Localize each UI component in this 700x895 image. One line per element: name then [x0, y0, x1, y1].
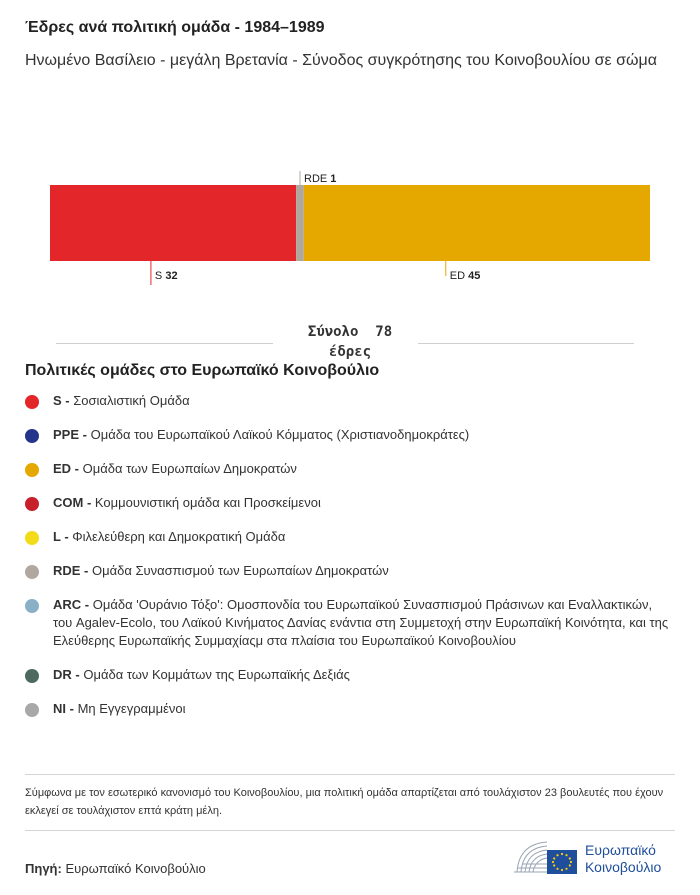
legend-item-ed	[25, 460, 670, 478]
legend-item-l	[25, 528, 670, 546]
logo-line2: Κοινοβούλιο	[585, 859, 662, 875]
legend-abbr: RDE -	[53, 563, 89, 578]
legend-item-rde	[25, 562, 670, 580]
legend-title: Πολιτικές ομάδες στο Ευρωπαϊκό Κοινοβούλιο	[25, 362, 380, 379]
legend-abbr: ARC -	[53, 597, 90, 612]
legend-name: Ομάδα των Ευρωπαίων Δημοκρατών	[82, 461, 297, 476]
legend-name: Ομάδα του Ευρωπαϊκού Λαϊκού Κόμματος (Χριστιανοδημοκράτες)	[90, 427, 470, 442]
legend-dot	[25, 669, 39, 683]
legend-dot	[25, 565, 39, 579]
legend-item-ni	[25, 700, 670, 718]
bar-s	[50, 185, 296, 261]
data-label-s: S 32	[154, 270, 178, 282]
total-unit: έδρες	[328, 344, 372, 360]
total-value: 78	[375, 324, 393, 340]
seat-bar-chart	[0, 165, 700, 295]
logo-text	[585, 842, 661, 876]
legend-name: Μη Εγγεγραμμένοι	[77, 701, 186, 716]
data-label-ed: ED 45	[449, 270, 481, 282]
legend-dot	[25, 497, 39, 511]
source-value: Ευρωπαϊκό Κοινοβούλιο	[65, 861, 206, 876]
legend-abbr: S -	[53, 393, 70, 408]
logo-line1: Ευρωπαϊκό	[585, 842, 656, 858]
legend-dot	[25, 395, 39, 409]
legend-dot	[25, 463, 39, 477]
legend-name: Ομάδα Συνασπισμού των Ευρωπαίων Δημοκρατών	[92, 563, 389, 578]
total-divider-right	[418, 343, 634, 344]
european-parliament-logo	[513, 836, 678, 880]
legend-abbr: DR -	[53, 667, 80, 682]
legend-abbr: ED -	[53, 461, 79, 476]
bar-ed	[304, 185, 650, 261]
total-label: Σύνολο	[307, 324, 359, 340]
legend-item-dr	[25, 666, 670, 684]
legend-item-arc	[25, 596, 670, 650]
legend-dot	[25, 599, 39, 613]
bar-rde	[296, 185, 304, 261]
parliament-emblem-icon	[513, 838, 579, 878]
legend-name: Φιλελεύθερη και Δημοκρατική Ομάδα	[72, 529, 286, 544]
data-label-rde: RDE 1	[304, 173, 337, 185]
legend-abbr: COM -	[53, 495, 92, 510]
footnote: Σύμφωνα με τον εσωτερικό κανονισμό του Κοινοβουλίου, μια πολιτική ομάδα απαρτίζεται από τουλάχιστον 23 βουλευτές που έχουν εκλεγεί σε τουλάχιστον επτά κράτη μέλη.	[25, 774, 675, 831]
legend-dot	[25, 429, 39, 443]
legend	[25, 392, 670, 734]
legend-abbr: PPE -	[53, 427, 87, 442]
total-seats	[290, 322, 410, 362]
legend-item-ppe	[25, 426, 670, 444]
chart-title: Έδρες ανά πολιτική ομάδα - 1984–1989	[25, 19, 325, 36]
legend-dot	[25, 531, 39, 545]
source-label: Πηγή:	[25, 861, 62, 876]
source	[25, 861, 206, 876]
legend-item-s	[25, 392, 670, 410]
legend-dot	[25, 703, 39, 717]
total-divider-left	[56, 343, 273, 344]
legend-abbr: L -	[53, 529, 69, 544]
legend-name: Κομμουνιστική ομάδα και Προσκείμενοι	[94, 495, 321, 510]
legend-name: Σοσιαλιστική Ομάδα	[73, 393, 190, 408]
legend-item-com	[25, 494, 670, 512]
chart-subtitle: Ηνωμένο Βασίλειο - μεγάλη Βρετανία - Σύνοδος συγκρότησης του Κοινοβουλίου σε σώμα	[25, 52, 657, 69]
legend-abbr: NI -	[53, 701, 74, 716]
legend-name: Ομάδα 'Ουράνιο Τόξο': Ομοσπονδία του Ευρωπαϊκού Συνασπισμού Πράσινων και Εναλλακτικών, του Agalev-Ecolo, του Λαϊκού Κινήματος Δανίας ενάντια στη Συμμετοχή στην Ευρωπαϊκή Κοινότητα, και της Ελεύθερης Ευρωπαϊκής Συμμαχίαςμ στα πλαίσια του Ευρωπαϊκού Κοινοβουλίου	[53, 597, 669, 648]
legend-name: Ομάδα των Κομμάτων της Ευρωπαϊκής Δεξιάς	[83, 667, 350, 682]
